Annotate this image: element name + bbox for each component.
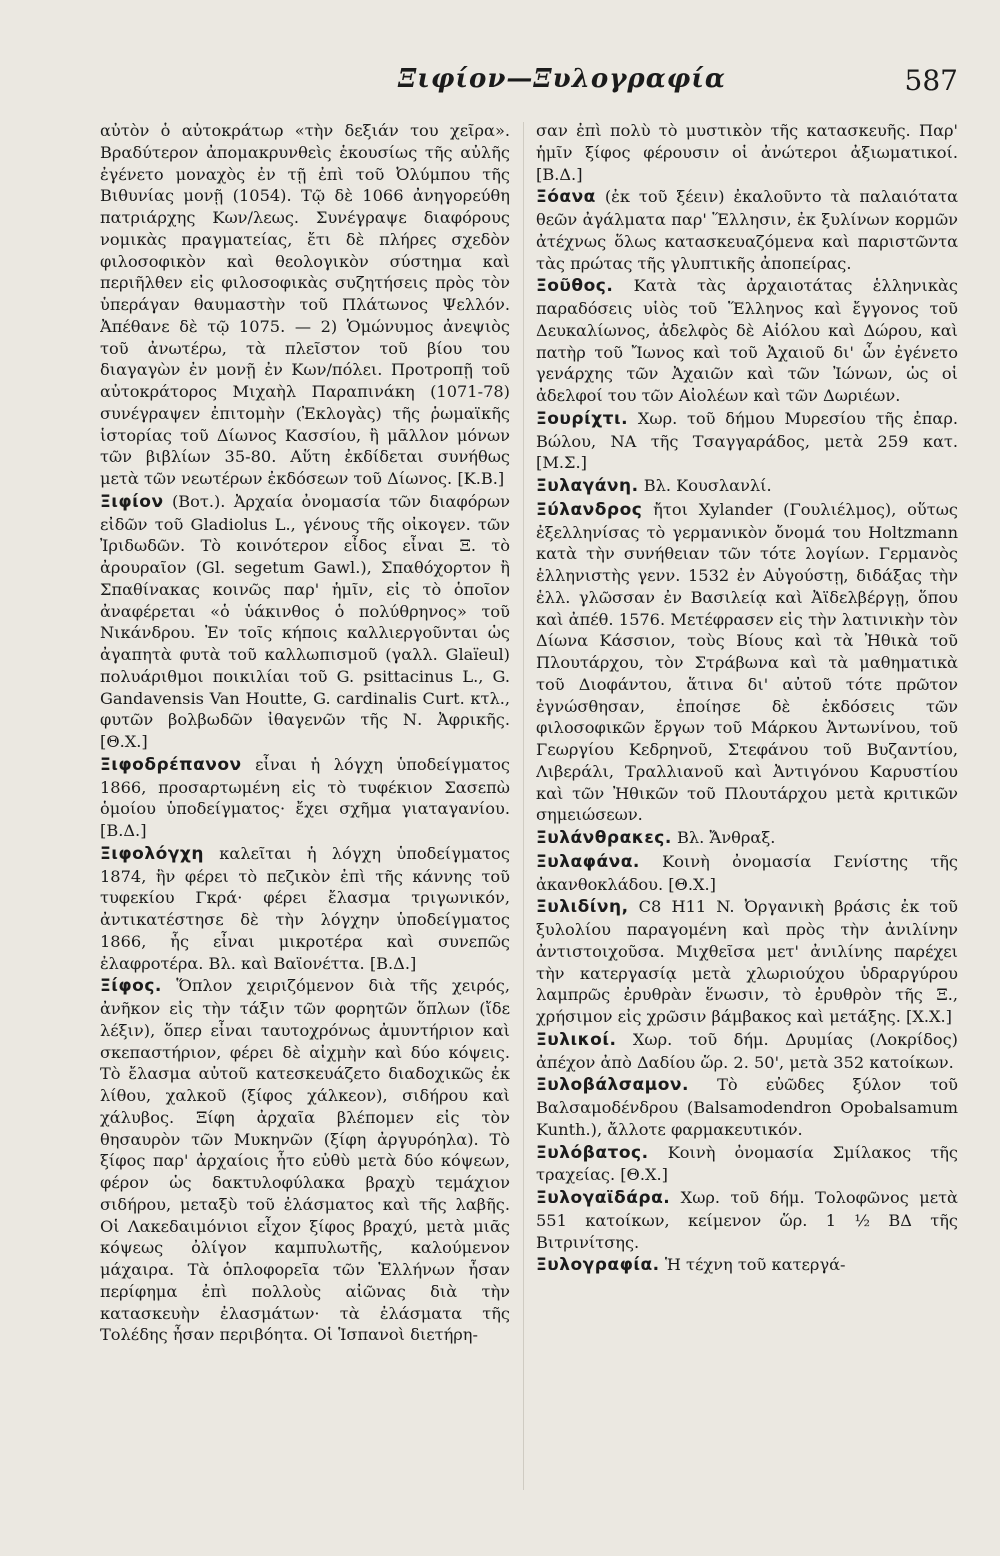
entry-text: Βλ. Κουσλανλί.	[643, 476, 772, 495]
entry	[536, 275, 958, 407]
entry-headword: Ξιφολόγχη	[100, 843, 204, 864]
entry-headword: Ξιφοδρέπανον	[100, 754, 242, 775]
entry	[100, 754, 510, 842]
entry-text: Χωρ. τοῦ δήμ. Δρυμίας (Λοκρίδος) ἀπέχον ἀπὸ Δαδίου ὥρ. 2. 50', μετὰ 352 κατοίκων.	[536, 1029, 958, 1072]
column-divider	[523, 122, 524, 1490]
entry	[536, 408, 958, 474]
entry	[536, 1187, 958, 1253]
entry-text: ἤτοι Xylander (Γουλιέλμος), οὕτως ἐξελληνίσας τὸ γερμανικὸν ὄνομά του Holtzmann κατὰ τὴν συνήθειαν τῶν τότε λογίων. Γερμανὸς ἑλληνιστὴς γενν. 1532 ἐν Αὐγούστῃ, διδάξας τὴν ἑλλ. γλῶσσαν ἐν Βασιλείᾳ καὶ Ἀϊδελβέργῃ, ὅπου καὶ ἀπέθ. 1576. Μετέφρασεν εἰς τὴν λατινικὴν τὸν Δίωνα Κάσσιον, τοὺς Βίους καὶ τὰ Ἠθικὰ τοῦ Πλουτάρχου, τὸν Στράβωνα καὶ τὰ μαθηματικὰ τοῦ Διοφάντου, ἅτινα δι' αὐτοῦ τότε πρῶτον ἐγνώσθησαν, ἐποίησε δὲ ἐκδόσεις τῶν φιλοσοφικῶν ἔργων τοῦ Μάρκου Ἀντωνίνου, τοῦ Γεωργίου Κεδρηνοῦ, Στεφάνου τοῦ Βυζαντίου, Λιβεράλι, Τραλλιανοῦ καὶ Ἀντιγόνου Καρυστίου καὶ τῶν Ἠθικῶν τοῦ Πλουτάρχου μετὰ κριτικῶν σημειώσεων.	[536, 499, 958, 825]
entry	[100, 843, 510, 975]
entry-text: Βλ. Ἄνθραξ.	[677, 828, 776, 847]
entry-text: Ὅπλον χειριζόμενον διὰ τῆς χειρός, ἀνῆκον εἰς τὴν τάξιν τῶν φορητῶν ὅπλων (ἴδε λέξιν), ὅπερ εἶναι ταυτοχρόνως ἀμυντήριον καὶ σκεπαστήριον, φέρει δὲ αἰχμὴν καὶ δύο κόψεις. Τὸ ἔλασμα αὐτοῦ κατεσκευάζετο διαδοχικῶς ἐκ λίθου, χαλκοῦ (ξίφος χάλκεον), σιδήρου καὶ χάλυβος. Ξίφη ἀρχαῖα βλέπομεν εἰς τὸν θησαυρὸν τῶν Μυκηνῶν (ξίφη ἀργυρόηλα). Τὸ ξίφος παρ' ἀρχαίοις ἦτο εὐθὺ μετὰ δύο κόψεων, φέρον ὡς δακτυλοφύλακα βραχὺ τεμάχιον σιδήρου, μεταξὺ τοῦ ἐλάσματος καὶ τῆς λαβῆς. Οἱ Λακεδαιμόνιοι εἶχον ξίφος βραχύ, μετὰ μιᾶς κόψεως ὀλίγον καμπυλωτῆς, καλούμενον μάχαιρα. Τὰ ὁπλοφορεῖα τῶν Ἑλλήνων ἦσαν περίφημα ἐπὶ πολλοὺς αἰῶνας διὰ τὴν κατασκευὴν ἐλασμάτων· τὰ ἐλάσματα τῆς Τολέδης ἦσαν περιβόητα. Οἱ Ἱσπανοὶ διετήρη-	[100, 976, 510, 1345]
page-number: 587	[904, 64, 958, 97]
entry-headword: Ξυλογραφία.	[536, 1255, 660, 1276]
entry-headword: Ξίφος.	[100, 976, 162, 997]
entry-headword: Ξυλιδίνη,	[536, 897, 629, 918]
entry-headword: Ξόανα	[536, 187, 596, 208]
entry-headword: Ξυλαγάνη.	[536, 476, 639, 496]
entry-headword: Ξυλαφάνα.	[536, 851, 640, 872]
entry-headword: Ξυλογαϊδάρα.	[536, 1188, 671, 1208]
entry-continuation	[536, 120, 958, 185]
entry	[536, 1142, 958, 1187]
entry	[536, 475, 958, 498]
entry-text: Χωρ. τοῦ δήμ. Τολοφῶνος μετὰ 551 κατοίκων, κείμενον ὥρ. 1 ½ ΒΔ τῆς Βιτρινίτσης.	[536, 1188, 958, 1252]
entry-text: Χωρ. τοῦ δήμου Μυρεσίου τῆς ἐπαρ. Βώλου, ΝΑ τῆς Τσαγγαράδος, μετὰ 259 κατ. [Μ.Σ.]	[536, 408, 958, 473]
entry-headword: Ξυλόβατος.	[536, 1142, 649, 1163]
entry-headword: Ξιφίον	[100, 491, 164, 512]
entry-headword: Ξυλικοί.	[536, 1029, 617, 1050]
entry-text: Τὸ εὐῶδες ξύλον τοῦ Βαλσαμοδένδρου (Balsamodendron Opobalsamum Kunth.), ἄλλοτε φαρμακευτικόν.	[536, 1075, 958, 1139]
entry-continuation	[100, 120, 510, 490]
entry-text: αὐτὸν ὁ αὐτοκράτωρ «τὴν δεξιάν του χεῖρα». Βραδύτερον ἀπομακρυνθεὶς ἑκουσίως τῆς αὐλῆς ἐγένετο μοναχὸς ἐν τῇ ἐπὶ τοῦ Ὀλύμπου τῆς Βιθυνίας μονῇ (1054). Τῷ δὲ 1066 ἀνηγορεύθη πατριάρχης Κων/λεως. Συνέγραψε διαφόρους νομικὰς πραγματείας, ἔτι δὲ πλήρες σχεδὸν φιλοσοφικὸν καὶ θεολογικὸν σύστημα καὶ περιῆλθεν εἰς φιλοσοφικὰς συζητήσεις πρὸς τὸν ὑπεράγαν θαυμαστὴν τοῦ Πλάτωνος Ψελλόν. Ἀπέθανε δὲ τῷ 1075. — 2) Ὁμώνυμος ἀνεψιὸς τοῦ ἀνωτέρω, τὰ πλεῖστον τοῦ βίου του διαγαγὼν ἐν μονῇ ἐν Κων/πόλει. Προτροπῇ τοῦ αὐτοκράτορος Μιχαὴλ Παραπινάκη (1071-78) συνέγραψεν ἐπιτομὴν (Ἐκλογὰς) τῆς ῥωμαϊκῆς ἱστορίας τοῦ Δίωνος Κασσίου, ἢ μᾶλλον μόνων τῶν βιβλίων 35-80. Αὕτη ἐκδίδεται συνήθως μετὰ τῶν νεωτέρων ἐκδόσεων τοῦ Δίωνος. [Κ.Β.]	[100, 121, 510, 488]
entry-text: Ἡ τέχνη τοῦ κατεργά-	[664, 1255, 846, 1275]
entry-text: C8 H11 N. Ὀργανικὴ βράσις ἐκ τοῦ ξυλολίου παραγομένη καὶ πρὸς τὴν ἀνιλίνην ἀντιστοιχοῦσα. Μιχθεῖσα μετ' ἀνιλίνης παρέχει τὴν κατεργασίᾳ μετὰ χλωριούχου ὑδραργύρου λαμπρῶς ἐρυθρὰν ἕνωσιν, τὸ ἐρυθρὸν τῆς Ξ., χρήσιμον εἰς χρῶσιν βάμβακος καὶ μετάξης. [Χ.Χ.]	[536, 897, 958, 1026]
entry	[536, 186, 958, 274]
entry	[100, 491, 510, 753]
entry	[100, 975, 510, 1346]
entry-text: Κατὰ τὰς ἀρχαιοτάτας ἑλληνικὰς παραδόσεις υἱὸς τοῦ Ἕλληνος καὶ ἔγγονος τοῦ Δευκαλίωνος, ἀδελφὸς δὲ Αἰόλου καὶ Δώρου, καὶ πατὴρ τοῦ Ἴωνος καὶ τοῦ Ἀχαιοῦ δι' ὧν ἐγένετο γενάρχης τῶν Ἀχαιῶν καὶ τῶν Ἰώνων, ὡς οἱ ἀδελφοί του τῶν Αἰολέων καὶ τῶν Δωριέων.	[536, 276, 958, 405]
entry	[536, 1029, 958, 1074]
entry-text: Κοινὴ ὀνομασία Γενίστης τῆς ἀκανθοκλάδου. [Θ.Χ.]	[536, 851, 958, 894]
entry	[536, 851, 958, 896]
entry	[536, 1074, 958, 1140]
page-header	[118, 60, 958, 100]
entry-headword: Ξοῦθος.	[536, 276, 614, 297]
left-column	[100, 120, 510, 1490]
entry	[536, 827, 958, 850]
running-title: Ξιφίον—Ξυλογραφία	[398, 64, 726, 94]
entry-text: σαν ἐπὶ πολὺ τὸ μυστικὸν τῆς κατασκευῆς. Παρ' ἡμῖν ξίφος φέρουσιν οἱ ἀνώτεροι ἀξιωματικοί. [Β.Δ.]	[536, 121, 958, 184]
right-column	[536, 120, 958, 1490]
entry	[536, 1254, 958, 1277]
entry-text: Κοινὴ ὀνομασία Σμίλακος τῆς τραχείας. [Θ.Χ.]	[536, 1142, 958, 1185]
entry-headword: Ξυλάνθρακες.	[536, 828, 672, 848]
entry-headword: Ξουρίχτι.	[536, 408, 629, 429]
entry	[536, 499, 958, 826]
entry-text: εἶναι ἡ λόγχη ὑποδείγματος 1866, προσαρτωμένη εἰς τὸ τυφέκιον Σασεπὼ ὁμοίου ὑποδείγματος· ἔχει σχῆμα γιαταγανίου. [Β.Δ.]	[100, 754, 510, 840]
entry-headword: Ξύλανδρος	[536, 499, 643, 520]
entry-text: καλεῖται ἡ λόγχη ὑποδείγματος 1874, ἣν φέρει τὸ πεζικὸν ἐπὶ τῆς κάννης τοῦ τυφεκίου Γκρά· φέρει ἔλασμα τριγωνικόν, ἀντικατέστησε δὲ τὴν λόγχην ὑποδείγματος 1866, ἧς εἶναι μικροτέρα καὶ συνεπῶς ἐλαφροτέρα. Βλ. καὶ Βαϊονέττα. [Β.Δ.]	[100, 843, 510, 973]
entry-text: (ἐκ τοῦ ξέειν) ἐκαλοῦντο τὰ παλαιότατα θεῶν ἀγάλματα παρ' Ἕλλησιν, ἐκ ξυλίνων κορμῶν ἀτέχνως ὅλως κατασκευαζόμενα καὶ παριστῶντα τὰς πρώτας τῆς γλυπτικῆς ἀποπείρας.	[536, 187, 958, 273]
entry-headword: Ξυλοβάλσαμον.	[536, 1075, 689, 1096]
entry	[536, 896, 958, 1028]
entry-text: (Βοτ.). Ἀρχαία ὀνομασία τῶν διαφόρων εἰδῶν τοῦ Gladiolus L., γένους τῆς οἰκογεν. τῶν Ἰριδωδῶν. Τὸ κοινότερον εἶδος εἶναι Ξ. τὸ ἀρουραῖον (Gl. segetum Gawl.), Σπαθόχορτον ἢ Σπαθίνακας κοινῶς παρ' ἡμῖν, εἰς τὸ ὁποῖον ἀναφέρεται «ὁ ὑάκινθος ὁ πολύθρηνος» τοῦ Νικάνδρου. Ἐν τοῖς κήποις καλλιεργοῦνται ὡς ἀγαπητὰ φυτὰ τοῦ καλλωπισμοῦ (γαλλ. Glaïeul) πολυάριθμοι ποικιλίαι τοῦ G. psittacinus L., G. Gandavensis Van Houtte, G. cardinalis Curt. κτλ., φυτῶν βολβωδῶν ἰθαγενῶν τῆς Ν. Ἀφρικῆς. [Θ.Χ.]	[100, 491, 510, 751]
